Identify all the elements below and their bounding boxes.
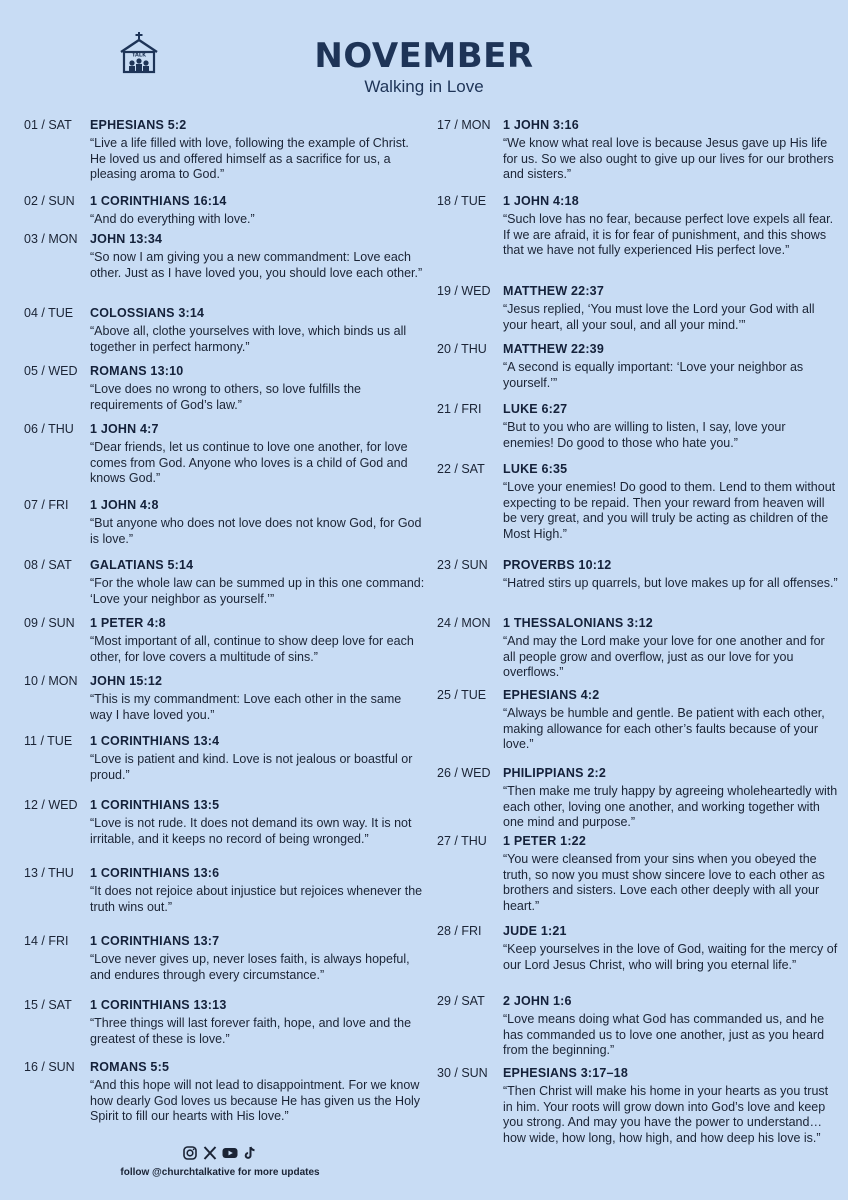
scripture-reference: PROVERBS 10:12 <box>503 558 612 572</box>
page-title: NOVEMBER <box>314 36 534 76</box>
entry-date: 02 / SUN <box>24 194 75 208</box>
verse-text: “Love does no wrong to others, so love fulfills the requirements of God’s law.” <box>90 382 361 412</box>
entry-date: 05 / WED <box>24 364 78 378</box>
verse-text: “Three things will last forever faith, hope, and love and the greatest of these is love.” <box>90 1016 412 1046</box>
entry-header <box>437 194 837 212</box>
verse-text: “Love never gives up, never loses faith, is always hopeful, and endures through every circumstance.” <box>90 952 410 982</box>
scripture-reference: EPHESIANS 5:2 <box>90 118 187 132</box>
devotion-entry <box>437 834 837 914</box>
entry-date: 09 / SUN <box>24 616 75 630</box>
entry-header <box>24 194 424 212</box>
devotion-entry <box>437 118 837 183</box>
verse-text: “But to you who are willing to listen, I say, love your enemies! Do good to those who hate you.” <box>503 420 786 450</box>
entry-date: 25 / TUE <box>437 688 487 702</box>
entry-date: 12 / WED <box>24 798 78 812</box>
entry-header <box>24 118 424 136</box>
entry-date: 20 / THU <box>437 342 487 356</box>
verse-text: “Love your enemies! Do good to them. Lend to them without expecting to be repaid. Then your reward from heaven will be very great, and you will truly be acting as children of the Most High.” <box>503 480 836 541</box>
scripture-reference: JOHN 13:34 <box>90 232 163 246</box>
verse-text: “But anyone who does not love does not know God, for God is love.” <box>90 516 422 546</box>
entry-header <box>24 558 424 576</box>
entry-date: 21 / FRI <box>437 402 482 416</box>
entry-date: 27 / THU <box>437 834 487 848</box>
entry-header <box>24 674 424 692</box>
entry-date: 28 / FRI <box>437 924 482 938</box>
devotion-entry <box>24 118 424 183</box>
scripture-reference: GALATIANS 5:14 <box>90 558 194 572</box>
scripture-reference: 1 JOHN 4:7 <box>90 422 159 436</box>
verse-text: “Dear friends, let us continue to love one another, for love comes from God. Anyone who loves is a child of God and knows God.” <box>90 440 408 486</box>
page-subtitle: Walking in Love <box>364 77 484 96</box>
entry-date: 11 / TUE <box>24 734 73 748</box>
devotion-entry <box>437 1066 837 1146</box>
verse-text: “Then make me truly happy by agreeing wholeheartedly with each other, loving one another, and working together with one mind and purpose.” <box>503 784 838 830</box>
verse-text: “We know what real love is because Jesus gave up His life for us. So we also ought to give up our lives for our brothers and sisters.” <box>503 136 834 182</box>
scripture-reference: 1 JOHN 3:16 <box>503 118 579 132</box>
verse-text: “And this hope will not lead to disappointment. For we know how dearly God loves us because He has given us the Holy Spirit to fill our hearts with His love.” <box>90 1078 421 1124</box>
devotion-entry <box>24 232 424 281</box>
entry-date: 18 / TUE <box>437 194 487 208</box>
devotion-entry <box>24 194 424 228</box>
scripture-reference: 1 JOHN 4:8 <box>90 498 159 512</box>
devotion-entry <box>24 306 424 355</box>
entry-header <box>437 766 837 784</box>
verse-text: “Hatred stirs up quarrels, but love makes up for all offenses.” <box>503 576 838 590</box>
tiktok-icon[interactable] <box>242 1145 258 1161</box>
entry-header <box>24 798 424 816</box>
logo-text: TALK <box>132 52 146 59</box>
entry-date: 24 / MON <box>437 616 491 630</box>
entry-date: 29 / SAT <box>437 994 485 1008</box>
scripture-reference: 1 CORINTHIANS 13:4 <box>90 734 220 748</box>
scripture-reference: 1 CORINTHIANS 13:6 <box>90 866 220 880</box>
scripture-reference: 1 CORINTHIANS 13:13 <box>90 998 227 1012</box>
entry-date: 07 / FRI <box>24 498 69 512</box>
entry-header <box>437 558 837 576</box>
entry-date: 17 / MON <box>437 118 491 132</box>
entry-date: 15 / SAT <box>24 998 72 1012</box>
entry-header <box>24 998 424 1016</box>
entry-date: 04 / TUE <box>24 306 74 320</box>
devotion-entry <box>437 766 837 831</box>
devotion-entry <box>24 498 424 547</box>
scripture-reference: MATTHEW 22:37 <box>503 284 604 298</box>
verse-text: “Most important of all, continue to show deep love for each other, for love covers a multitude of sins.” <box>90 634 414 664</box>
social-icons <box>120 1145 320 1161</box>
entry-header <box>24 934 424 952</box>
scripture-reference: 1 CORINTHIANS 16:14 <box>90 194 227 208</box>
entry-date: 23 / SUN <box>437 558 488 572</box>
verse-text: “Such love has no fear, because perfect love expels all fear. If we are afraid, it is for fear of punishment, and this shows that we have not fully experienced His perfect love.” <box>503 212 834 258</box>
scripture-reference: MATTHEW 22:39 <box>503 342 604 356</box>
entry-header <box>24 364 424 382</box>
scripture-reference: ROMANS 5:5 <box>90 1060 170 1074</box>
footer <box>120 1145 320 1178</box>
entry-date: 22 / SAT <box>437 462 485 476</box>
devotion-entry <box>24 558 424 607</box>
entry-header <box>24 616 424 634</box>
devotion-entry <box>437 994 837 1059</box>
devotion-entry <box>24 422 424 487</box>
entry-header <box>24 232 424 250</box>
entry-date: 01 / SAT <box>24 118 72 132</box>
entry-date: 08 / SAT <box>24 558 72 572</box>
entry-header <box>437 688 837 706</box>
entry-header <box>437 834 837 852</box>
devotion-entry <box>24 934 424 983</box>
instagram-icon[interactable] <box>182 1145 198 1161</box>
verse-text: “Then Christ will make his home in your hearts as you trust in him. Your roots will grow down into God’s love and keep you strong. And may you have the power to understand… how wide, how long, how high, and how deep his love is.” <box>503 1084 829 1145</box>
entry-header <box>437 342 837 360</box>
verse-text: “Live a life filled with love, following the example of Christ. He loved us and offered himself as a sacrifice for us, a pleasing aroma to God.” <box>90 136 409 182</box>
verse-text: “You were cleansed from your sins when you obeyed the truth, so now you must show sincere love to each other as brothers and sisters. Love each other deeply with all your heart.” <box>503 852 825 913</box>
youtube-icon[interactable] <box>222 1145 238 1161</box>
verse-text: “This is my commandment: Love each other in the same way I have loved you.” <box>90 692 402 722</box>
verse-text: “And do everything with love.” <box>90 212 255 226</box>
entry-header <box>437 994 837 1012</box>
entry-date: 13 / THU <box>24 866 74 880</box>
entry-header <box>437 924 837 942</box>
verse-text: “Love is patient and kind. Love is not jealous or boastful or proud.” <box>90 752 413 782</box>
verse-text: “So now I am giving you a new commandment: Love each other. Just as I have loved you, you should love each other.” <box>90 250 423 280</box>
entry-date: 14 / FRI <box>24 934 69 948</box>
devotion-entry <box>437 342 837 391</box>
devotion-entry <box>24 866 424 915</box>
devotion-entry <box>24 674 424 723</box>
scripture-reference: 1 THESSALONIANS 3:12 <box>503 616 653 630</box>
entry-date: 26 / WED <box>437 766 491 780</box>
devotion-entry <box>437 402 837 451</box>
scripture-reference: ROMANS 13:10 <box>90 364 184 378</box>
devotion-entry <box>24 1060 424 1125</box>
entry-header <box>24 734 424 752</box>
scripture-reference: JOHN 15:12 <box>90 674 163 688</box>
verse-text: “It does not rejoice about injustice but rejoices whenever the truth wins out.” <box>90 884 423 914</box>
scripture-reference: 1 JOHN 4:18 <box>503 194 579 208</box>
entry-header <box>24 306 424 324</box>
devotion-entry <box>437 194 837 259</box>
entry-header <box>437 402 837 420</box>
entry-header <box>437 118 837 136</box>
entry-header <box>24 866 424 884</box>
scripture-reference: LUKE 6:27 <box>503 402 568 416</box>
verse-text: “Love is not rude. It does not demand its own way. It is not irritable, and it keeps no record of being wronged.” <box>90 816 412 846</box>
entry-date: 16 / SUN <box>24 1060 75 1074</box>
page-header <box>200 36 648 97</box>
devotion-entry <box>24 998 424 1047</box>
devotion-entry <box>24 798 424 847</box>
entry-date: 30 / SUN <box>437 1066 488 1080</box>
devotion-entry <box>437 616 837 681</box>
scripture-reference: 1 CORINTHIANS 13:7 <box>90 934 220 948</box>
scripture-reference: JUDE 1:21 <box>503 924 567 938</box>
verse-text: “Love means doing what God has commanded us, and he has commanded us to love one another, just as you heard from the beginning.” <box>503 1012 825 1058</box>
devotion-entry <box>437 924 837 973</box>
devotion-entry <box>24 734 424 783</box>
verse-text: “And may the Lord make your love for one another and for all people grow and overflow, just as our love for you overflows.” <box>503 634 825 680</box>
entry-header <box>437 284 837 302</box>
verse-text: “Keep yourselves in the love of God, waiting for the mercy of our Lord Jesus Christ, who will bring you eternal life.” <box>503 942 838 972</box>
devotion-entry <box>437 558 837 592</box>
follow-text: follow @churchtalkative for more updates <box>120 1167 320 1178</box>
entry-header <box>437 462 837 480</box>
entry-header <box>24 422 424 440</box>
scripture-reference: EPHESIANS 4:2 <box>503 688 600 702</box>
entry-header <box>24 1060 424 1078</box>
scripture-reference: 1 PETER 1:22 <box>503 834 586 848</box>
scripture-reference: PHILIPPIANS 2:2 <box>503 766 607 780</box>
scripture-reference: 2 JOHN 1:6 <box>503 994 572 1008</box>
entry-date: 19 / WED <box>437 284 491 298</box>
scripture-reference: LUKE 6:35 <box>503 462 568 476</box>
devotion-entry <box>437 688 837 753</box>
verse-text: “For the whole law can be summed up in this one command: ‘Love your neighbor as yourself.’” <box>90 576 425 606</box>
devotion-entry <box>24 616 424 665</box>
entry-date: 03 / MON <box>24 232 78 246</box>
entry-date: 10 / MON <box>24 674 78 688</box>
entry-header <box>24 498 424 516</box>
x-icon[interactable] <box>202 1145 218 1161</box>
verse-text: “A second is equally important: ‘Love your neighbor as yourself.’” <box>503 360 804 390</box>
scripture-reference: 1 CORINTHIANS 13:5 <box>90 798 220 812</box>
verse-text: “Jesus replied, ‘You must love the Lord your God with all your heart, all your soul, and all your mind.’” <box>503 302 815 332</box>
devotion-entry <box>437 284 837 333</box>
devotion-entry <box>437 462 837 542</box>
verse-text: “Above all, clothe yourselves with love, which binds us all together in perfect harmony.” <box>90 324 407 354</box>
devotion-entry <box>24 364 424 413</box>
scripture-reference: EPHESIANS 3:17–18 <box>503 1066 628 1080</box>
entry-header <box>437 1066 837 1084</box>
verse-text: “Always be humble and gentle. Be patient with each other, making allowance for each other’s faults because of your love.” <box>503 706 825 752</box>
entry-header <box>437 616 837 634</box>
scripture-reference: COLOSSIANS 3:14 <box>90 306 205 320</box>
scripture-reference: 1 PETER 4:8 <box>90 616 166 630</box>
entry-date: 06 / THU <box>24 422 74 436</box>
church-logo-icon <box>118 30 160 74</box>
